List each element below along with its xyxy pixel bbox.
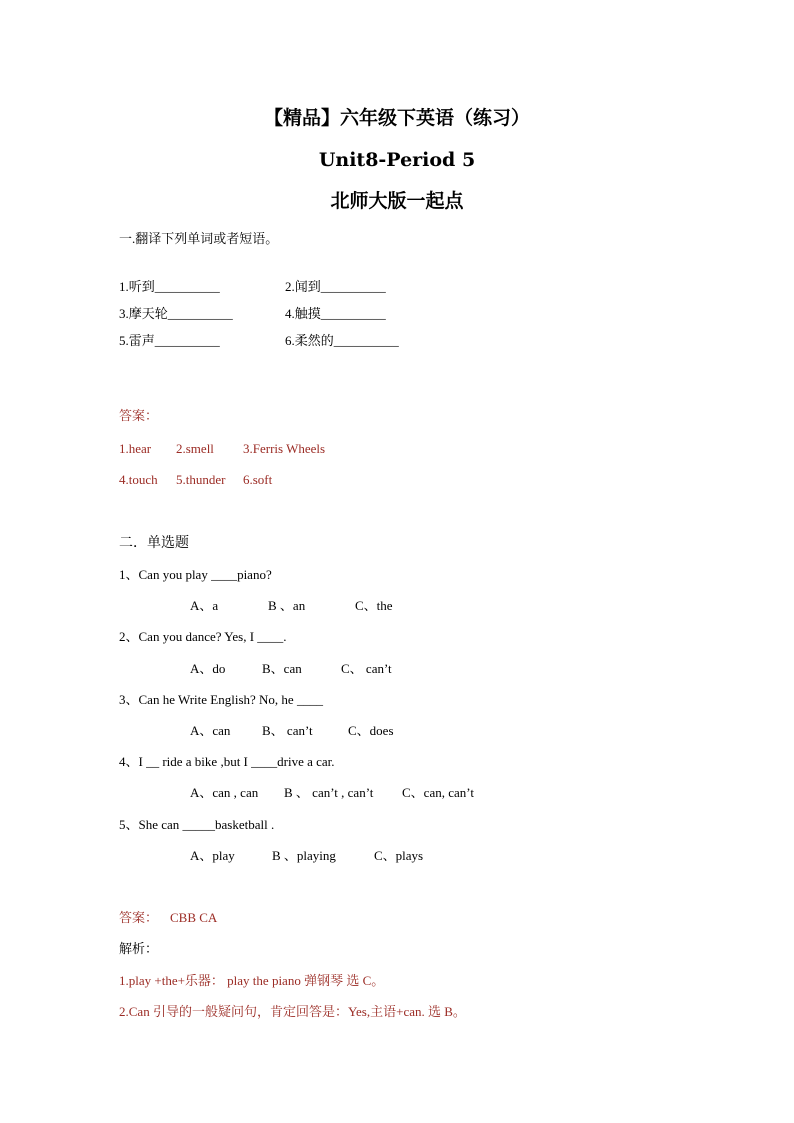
page-title: 【精品】六年级下英语（练习） — [263, 107, 530, 129]
question-text: 5、She can _____basketball . — [119, 817, 275, 832]
answer-item: 2.smell — [176, 441, 214, 456]
option-b: B 、playing — [272, 848, 336, 863]
vocab-item: 3.摩天轮__________ — [119, 306, 233, 321]
vocab-item: 1.听到__________ — [119, 279, 220, 294]
analysis-label: 解析： — [119, 941, 159, 956]
option-c: C、the — [355, 598, 393, 613]
answer-item: 1.hear — [119, 441, 152, 456]
option-c: C、can, can’t — [402, 785, 474, 800]
vocab-item: 5.雷声__________ — [119, 333, 220, 348]
option-c: C、plays — [374, 848, 424, 863]
option-b: B、can — [262, 661, 302, 676]
option-a: A、do — [190, 661, 226, 676]
answer-value: CBB CA — [170, 910, 218, 925]
section2-heading: 二．单选题 — [119, 536, 189, 551]
answer-label: 答案： — [119, 408, 159, 423]
vocab-item: 2.闻到__________ — [285, 279, 386, 294]
answer-item: 4.touch — [119, 472, 158, 487]
question-text: 2、Can you dance? Yes, I ____. — [119, 629, 287, 644]
section1-heading: 一.翻译下列单词或者短语。 — [119, 231, 279, 246]
question-text: 3、Can he Write English? No, he ____ — [119, 692, 323, 707]
option-a: A、can — [190, 723, 231, 738]
question-text: 4、I __ ride a bike ,but I ____drive a car. — [119, 754, 335, 769]
answer-label: 答案： — [119, 910, 159, 925]
question-text: 1、Can you play ____piano? — [119, 567, 272, 582]
option-b: B 、an — [268, 598, 306, 613]
option-b: B、 can’t — [262, 723, 313, 738]
vocab-item: 4.触摸__________ — [285, 306, 386, 321]
answer-item: 6.soft — [243, 472, 273, 487]
option-b: B 、 can’t , can’t — [284, 785, 374, 800]
option-a: A、play — [190, 848, 235, 863]
option-c: C、does — [348, 723, 394, 738]
edition-title: 北师大版一起点 — [330, 190, 464, 212]
unit-title: Unit8-Period 5 — [318, 149, 476, 171]
vocab-item: 6.柔然的__________ — [285, 333, 399, 348]
analysis-line: 1.play +the+乐器： play the piano 弹钢琴 选 C。 — [119, 973, 385, 988]
analysis-line: 2.Can 引导的一般疑问句，肯定回答是：Yes,主语+can. 选 B。 — [119, 1004, 466, 1019]
answer-item: 3.Ferris Wheels — [243, 441, 326, 456]
option-a: A、can , can — [190, 785, 259, 800]
answer-item: 5.thunder — [176, 472, 226, 487]
option-c: C、 can’t — [341, 661, 392, 676]
option-a: A、a — [190, 598, 219, 613]
